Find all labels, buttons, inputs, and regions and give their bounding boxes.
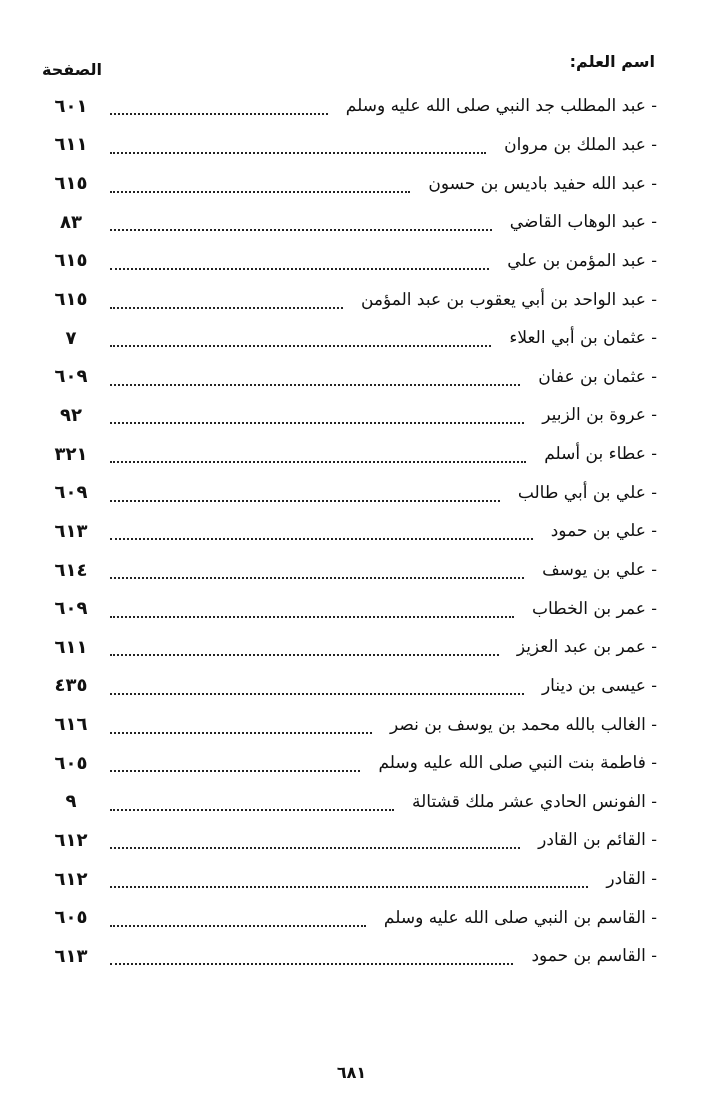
entry-page-number: ٧ [65,327,77,349]
index-entry [40,126,657,165]
entry-page-number: ٦١٦ [54,714,88,736]
index-entries-list [40,87,657,976]
index-entry [40,589,657,628]
entry-name: - عروة بن الزبير [542,405,657,426]
index-entry [40,551,657,590]
entry-name: - عمر بن عبد العزيز [516,637,657,658]
entry-page-number: ٦١٤ [54,559,88,581]
dot-leader [110,179,410,193]
entry-page-number: ٦١١ [54,636,88,658]
entry-name: - عبد الواحد بن أبي يعقوب بن عبد المؤمن [360,289,657,310]
entry-name: - عبد المؤمن بن علي [507,250,657,271]
entry-name: - علي بن حمود [550,521,657,542]
entry-name: - القاسم بن النبي صلى الله عليه وسلم [383,907,657,928]
dot-leader [110,758,360,772]
dot-leader [110,333,491,347]
page-column-header: الصفحة [42,60,103,79]
index-entry [40,396,657,435]
dot-leader [110,526,533,540]
entry-page-number: ٦١٢ [54,868,88,890]
dot-leader [110,488,500,502]
index-entry [40,667,657,706]
dot-leader [110,797,394,811]
index-entry [40,357,657,396]
index-entry [40,242,657,281]
dot-leader [110,720,372,734]
entry-name: - عبد الملك بن مروان [504,134,657,155]
entry-page-number: ٩ [65,791,77,813]
dot-leader [110,256,489,270]
entry-page-number: ٦١٣ [54,945,88,967]
dot-leader [110,565,524,579]
entry-page-number: ٦١٢ [54,829,88,851]
entry-name: - الغالب بالله محمد بن يوسف بن نصر [390,714,657,735]
entry-page-number: ٦٠٩ [54,598,88,620]
entry-page-number: ٤٣٥ [54,675,88,697]
entry-page-number: ٨٣ [60,211,82,233]
index-entry [40,512,657,551]
entry-name: - القادر [606,869,657,890]
entry-page-number: ٦١٥ [54,289,88,311]
dot-leader [110,874,588,888]
entry-name: - عثمان بن عفان [538,366,657,387]
entry-page-number: ٦٠٥ [54,907,88,929]
dot-leader [110,604,514,618]
entry-name: - عيسى بن دينار [541,675,657,696]
entry-name: - القاسم بن حمود [531,946,657,967]
index-entry [40,280,657,319]
index-entry [40,898,657,937]
dot-leader [110,681,524,695]
index-entry [40,203,657,242]
dot-leader [110,217,492,231]
entry-name: - علي بن يوسف [542,560,657,580]
entry-page-number: ٦٠٩ [54,482,88,504]
entry-name: - عبد الوهاب القاضي [509,212,657,233]
index-entry [40,473,657,512]
name-column-header: اسم العلم: [569,52,655,71]
entry-page-number: ٦٠١ [54,95,88,117]
entry-page-number: ٦١٥ [54,250,88,272]
index-entry [40,87,657,126]
entry-page-number: ٦٠٩ [54,366,88,388]
dot-leader [110,372,520,386]
entry-page-number: ٦٠٥ [54,752,88,774]
index-entry [40,860,657,899]
index-entry [40,783,657,822]
entry-page-number: ٣٢١ [54,443,88,465]
entry-name: - عطاء بن أسلم [544,444,657,465]
index-entry [40,821,657,860]
entry-name: - عبد الله حفيد باديس بن حسون [428,173,657,194]
entry-name: - القائم بن القادر [538,830,657,851]
index-entry [40,435,657,474]
entry-name: - عبد المطلب جد النبي صلى الله عليه وسلم [345,96,657,117]
dot-leader [110,410,524,424]
entry-name: - الفونس الحادي عشر ملك قشتالة [411,791,657,812]
entry-name: - فاطمة بنت النبي صلى الله عليه وسلم [378,753,657,774]
entry-page-number: ٦١١ [54,134,88,156]
dot-leader [110,101,328,115]
dot-leader [110,140,486,154]
index-entry [40,705,657,744]
dot-leader [110,835,520,849]
entry-page-number: ٦١٣ [54,520,88,542]
dot-leader [110,642,499,656]
entry-name: - عثمان بن أبي العلاء [509,328,657,349]
dot-leader [110,449,526,463]
index-entry [40,164,657,203]
index-entry [40,937,657,976]
index-entry [40,319,657,358]
entry-name: - علي بن أبي طالب [517,482,657,503]
dot-leader [110,951,513,965]
index-entry [40,744,657,783]
entry-page-number: ٩٢ [60,404,82,426]
page-number: ٦٨١ [336,1063,367,1082]
dot-leader [110,295,343,309]
entry-name: - عمر بن الخطاب [532,598,657,619]
index-entry [40,628,657,667]
entry-page-number: ٦١٥ [54,173,88,195]
dot-leader [110,913,366,927]
